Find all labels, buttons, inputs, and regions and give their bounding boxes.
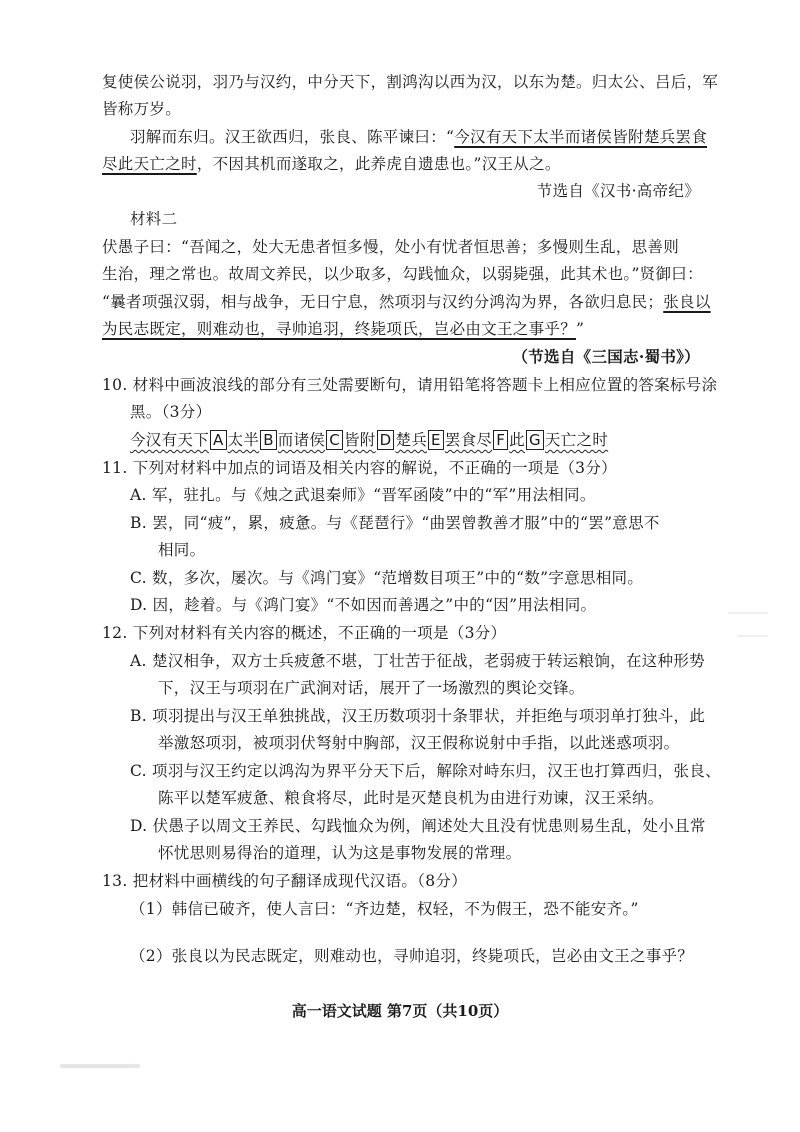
q10-seg-1: 太半 xyxy=(227,431,260,449)
q12-option-b-line-1: B. 项羽提出与汉王单独挑战，汉王历数项羽十条罪状，并拒绝与项羽单打独斗，此 xyxy=(130,707,706,725)
answer-box-d[interactable]: D xyxy=(377,430,395,450)
answer-box-e[interactable]: E xyxy=(428,430,444,450)
passage1-source: 节选自《汉书·高帝纪》 xyxy=(536,182,700,200)
passage1-line-3-text: 羽解而东归。汉王欲西归，张良、陈平谏曰：“ xyxy=(130,128,455,146)
passage2-source: （节选自《三国志·蜀书》） xyxy=(512,347,700,366)
underlined-sentence2-part2: 为民志既定，则难动也，寻帅追羽，终毙项氏，岂必由文王之事乎？ xyxy=(102,320,577,338)
underlined-sentence-part2: 尽此天亡之时 xyxy=(102,155,197,173)
q13-sentence-1: （1）韩信已破齐，使人言曰：“齐边楚，权轻，不为假王，恐不能安齐。” xyxy=(130,900,639,918)
q10-seg-4: 楚兵 xyxy=(395,431,428,449)
q12-option-c-line-2: 陈平以楚军疲惫、粮食将尽，此时是灭楚良机为由进行劝谏，汉王采纳。 xyxy=(158,789,664,807)
passage2-heading: 材料二 xyxy=(130,210,178,228)
passage1-line-2: 皆称万岁。 xyxy=(102,100,182,118)
scan-smudge xyxy=(60,1064,140,1068)
q10-stem-line-2: 黑。（3分） xyxy=(130,403,212,421)
page-footer: 高一语文试题 第7页（共10页） xyxy=(291,1002,509,1020)
underlined-sentence2-part1: 张良以 xyxy=(663,293,711,311)
passage2-line-3-text: “曩者项强汉弱，相与战争，无日宁息，然项羽与汉约分鸿沟为界，各欲归息民； xyxy=(102,293,664,311)
q10-sentence xyxy=(130,429,608,451)
q12-stem: 12. 下列对材料有关内容的概述，不正确的一项是（3分） xyxy=(102,624,507,642)
q11-option-c: C. 数，多次，屡次。与《鸿门宴》“范增数目项王”中的“数”字意思相同。 xyxy=(130,569,644,587)
passage2-line-4 xyxy=(102,318,584,340)
q10-seg-5: 罢食尽 xyxy=(444,431,493,449)
q13-sentence-2: （2）张良以为民志既定，则难动也，寻帅追羽，终毙项氏，岂必由文王之事乎？ xyxy=(130,947,694,965)
q12-option-a-line-2: 下，汉王与项羽在广武涧对话，展开了一场激烈的舆论交锋。 xyxy=(158,679,585,697)
q11-option-b-line-2: 相同。 xyxy=(158,541,206,559)
q12-option-b-line-2: 举激怒项羽，被项羽伏弩射中胸部，汉王假称说射中手指，以此迷惑项羽。 xyxy=(158,734,680,752)
answer-box-c[interactable]: C xyxy=(326,430,343,450)
passage2-line-3 xyxy=(102,291,711,313)
scan-mark xyxy=(728,612,768,614)
answer-box-a[interactable]: A xyxy=(210,430,227,450)
q12-option-d-line-2: 怀忧思则易得治的道理，认为这是事物发展的常理。 xyxy=(158,844,522,862)
passage1-line-1: 复使侯公说羽，羽乃与汉约，中分天下，割鸿沟以西为汉，以东为楚。归太公、吕后，军 xyxy=(102,73,719,91)
underlined-sentence-part1: 今汉有天下太半而诸侯皆附楚兵罢食 xyxy=(454,128,708,146)
q11-stem: 11. 下列对材料中加点的词语及相关内容的解说，不正确的一项是（3分） xyxy=(102,459,617,477)
passage1-line-4 xyxy=(102,153,561,175)
passage1-line-4-text: ，不因其机而遂取之，此养虎自遗患也。”汉王从之。 xyxy=(196,155,561,173)
q10-seg-3: 皆附 xyxy=(343,431,376,449)
q10-seg-0: 今汉有天下 xyxy=(130,431,210,449)
q10-seg-6: 此 xyxy=(509,431,525,449)
q11-option-b-line-1: B. 罢，同“疲”，累，疲惫。与《琵琶行》“曲罢曾教善才服”中的“罢”意思不 xyxy=(130,514,660,532)
passage2-line-4-end: ” xyxy=(576,320,585,338)
q10-seg-7: 天亡之时 xyxy=(544,431,609,449)
q11-option-d: D. 因，趁着。与《鸿门宴》“不如因而善遇之”中的“因”用法相同。 xyxy=(130,596,597,614)
passage2-line-2: 生治，理之常也。故周文养民，以少取多，勾践恤众，以弱毙强，此其术也。”贤御曰： xyxy=(102,265,703,283)
scan-mark xyxy=(738,635,768,637)
q11-option-a: A. 军，驻扎。与《烛之武退秦师》“晋军函陵”中的“军”用法相同。 xyxy=(130,486,596,504)
q10-stem-line-1: 10. 材料中画波浪线的部分有三处需要断句，请用铅笔将答题卡上相应位置的答案标号涂 xyxy=(102,376,718,394)
q12-option-a-line-1: A. 楚汉相争，双方士兵疲惫不堪，丁壮苦于征战，老弱疲于转运粮饷，在这种形势 xyxy=(130,652,705,670)
q13-stem: 13. 把材料中画横线的句子翻译成现代汉语。（8分） xyxy=(102,872,467,890)
q12-option-d-line-1: D. 伏愚子以周文王养民、勾践恤众为例，阐述处大且没有忧患则易生乱，处小且常 xyxy=(130,817,706,835)
passage2-line-1: 伏愚子曰：“吾闻之，处大无患者恒多慢，处小有忧者恒思善；多慢则生乱，思善则 xyxy=(102,238,680,256)
answer-box-b[interactable]: B xyxy=(260,430,277,450)
answer-box-g[interactable]: G xyxy=(526,430,544,450)
answer-box-f[interactable]: F xyxy=(493,430,508,450)
q10-seg-2: 而诸侯 xyxy=(277,431,326,449)
passage1-line-3 xyxy=(130,126,707,148)
q12-option-c-line-1: C. 项羽与汉王约定以鸿沟为界平分天下后，解除对峙东归，汉王也打算西归，张良、 xyxy=(130,762,721,780)
